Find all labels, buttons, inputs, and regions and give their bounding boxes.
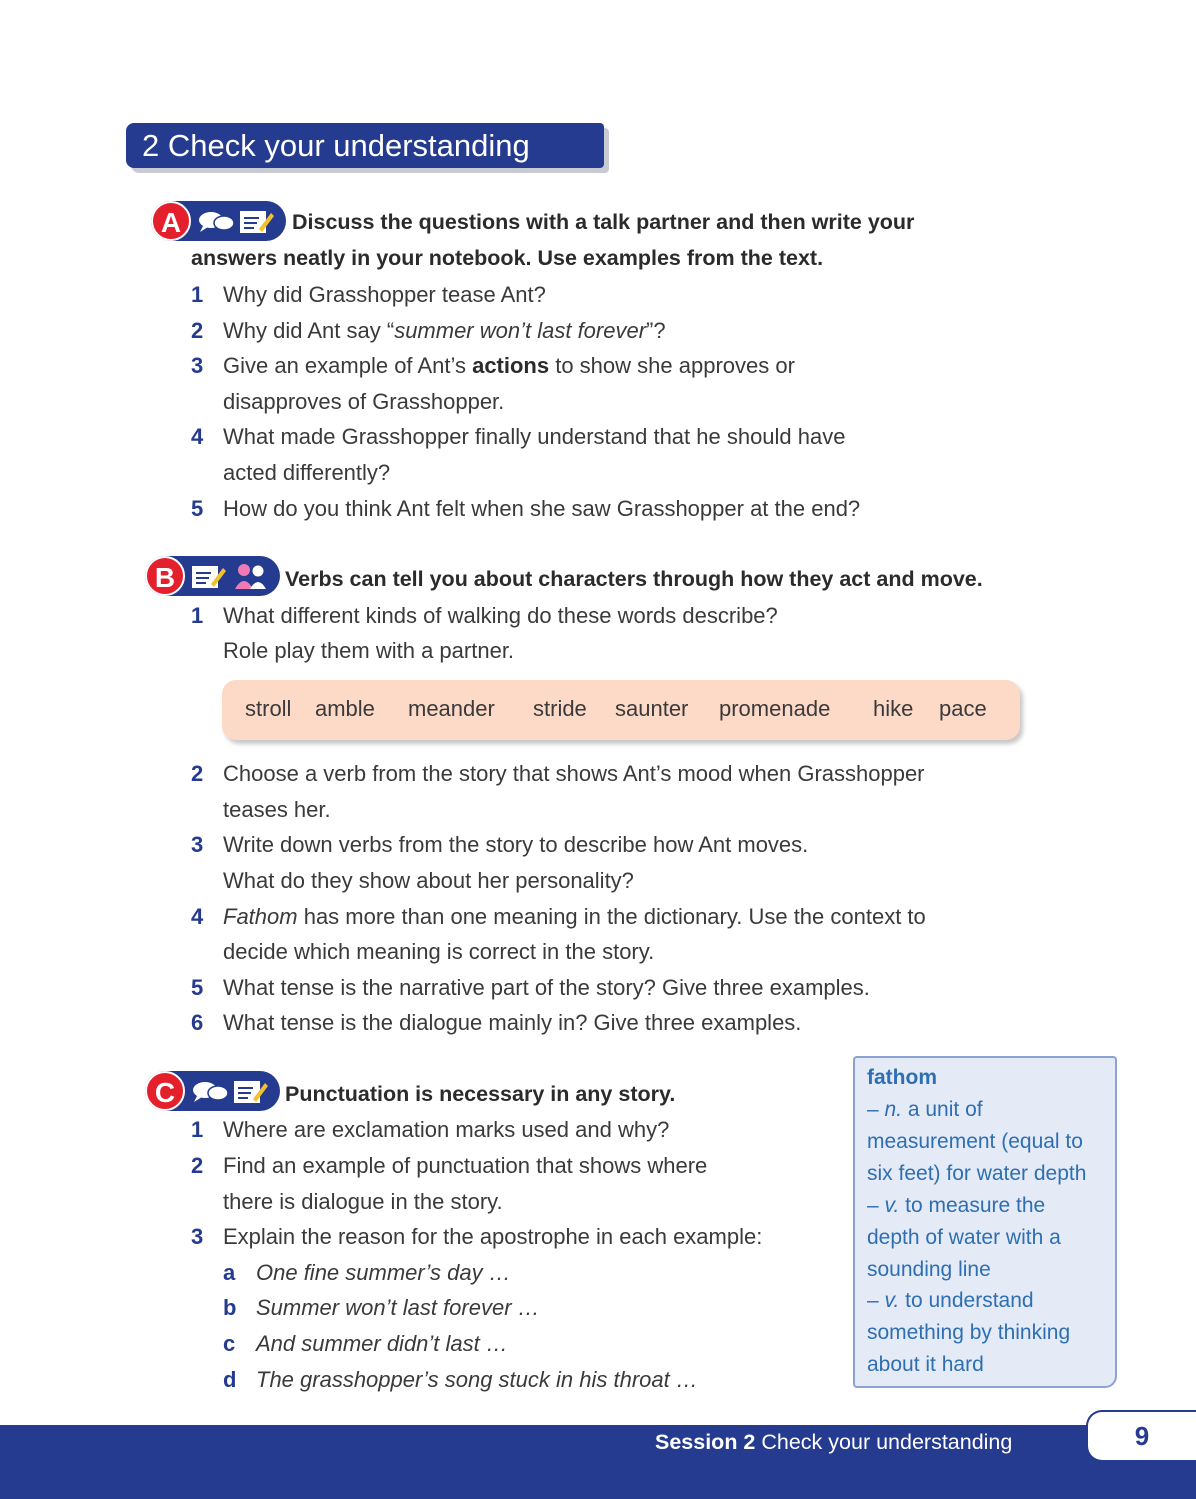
instruction-a-line1: Discuss the questions with a talk partner and then write your bbox=[292, 210, 915, 234]
quoted-phrase: summer won’t last forever bbox=[394, 318, 647, 343]
question-text: How do you think Ant felt when she saw Grasshopper at the end? bbox=[223, 496, 861, 521]
word-bank-item: stride bbox=[533, 696, 587, 721]
instruction-b: Verbs can tell you about characters through how they act and move. bbox=[285, 567, 983, 591]
footer-session-title: Check your understanding bbox=[755, 1430, 1013, 1454]
question-number: 4 bbox=[191, 904, 204, 929]
question-text-part: to show she approves or bbox=[549, 353, 795, 378]
activity-letter-a: A bbox=[151, 201, 191, 241]
activity-badge-b bbox=[145, 556, 280, 596]
footer-bar bbox=[0, 1425, 1196, 1499]
glossary-dash: – bbox=[867, 1289, 885, 1312]
write-icon bbox=[191, 562, 227, 590]
sub-example: And summer didn’t last … bbox=[256, 1331, 508, 1356]
glossary-word: Fathom bbox=[223, 904, 298, 929]
question-text-part: Why did Ant say “ bbox=[223, 318, 395, 343]
question-text: Why did Grasshopper tease Ant? bbox=[223, 282, 546, 307]
sub-example: Summer won’t last forever … bbox=[256, 1295, 540, 1320]
word-bank-item: meander bbox=[408, 696, 495, 721]
question-number: 6 bbox=[191, 1010, 204, 1035]
question-text-cont: Role play them with a partner. bbox=[223, 638, 515, 663]
question-text-cont: there is dialogue in the story. bbox=[223, 1189, 503, 1214]
glossary-line bbox=[867, 1098, 983, 1122]
question-text-cont: disapproves of Grasshopper. bbox=[223, 389, 505, 414]
word-bank-item: hike bbox=[873, 696, 914, 721]
word-bank bbox=[222, 680, 1020, 740]
part-of-speech: n. bbox=[884, 1098, 903, 1121]
activity-letter-b: B bbox=[145, 556, 185, 596]
question-number: 2 bbox=[191, 1153, 204, 1178]
question-number: 5 bbox=[191, 975, 204, 1000]
glossary-box bbox=[853, 1056, 1117, 1388]
activity-badge-c bbox=[145, 1071, 280, 1111]
question-text: What made Grasshopper finally understand that he should have bbox=[223, 424, 846, 449]
glossary-dash: – bbox=[867, 1194, 885, 1217]
sub-letter: c bbox=[223, 1331, 236, 1356]
glossary-dash: – bbox=[867, 1098, 885, 1121]
instruction-a-line2: answers neatly in your notebook. Use examples from the text. bbox=[191, 246, 824, 270]
question-text bbox=[223, 904, 926, 930]
talk-partner-icon bbox=[191, 1079, 231, 1103]
glossary-line bbox=[867, 1289, 1034, 1313]
talk-partner-icon bbox=[197, 209, 237, 233]
question-text-part: Give an example of Ant’s bbox=[223, 353, 473, 378]
question-text: Write down verbs from the story to describe how Ant moves. bbox=[223, 832, 809, 857]
question-text-cont: decide which meaning is correct in the story. bbox=[223, 939, 655, 964]
glossary-line: something by thinking bbox=[867, 1321, 1071, 1344]
question-number: 3 bbox=[191, 353, 204, 378]
question-text: Where are exclamation marks used and why? bbox=[223, 1117, 670, 1142]
sub-example: The grasshopper’s song stuck in his throat … bbox=[256, 1367, 698, 1392]
glossary-line bbox=[867, 1194, 1045, 1218]
part-of-speech: v. bbox=[884, 1289, 900, 1312]
section-title: 2 Check your understanding bbox=[126, 123, 604, 168]
page-number: 9 bbox=[1086, 1410, 1196, 1462]
question-text-part: has more than one meaning in the dictionary. Use the context to bbox=[297, 904, 926, 929]
instruction-c: Punctuation is necessary in any story. bbox=[285, 1082, 676, 1106]
question-text: Choose a verb from the story that shows Ant’s mood when Grasshopper bbox=[223, 761, 925, 786]
activity-badge-a bbox=[151, 201, 286, 241]
question-text-cont: acted differently? bbox=[223, 460, 391, 485]
word-bank-item: saunter bbox=[615, 696, 689, 721]
question-number: 3 bbox=[191, 1224, 204, 1249]
question-text: What different kinds of walking do these words describe? bbox=[223, 603, 778, 628]
glossary-text: a unit of bbox=[902, 1098, 983, 1121]
question-number: 2 bbox=[191, 318, 204, 343]
question-text: What tense is the dialogue mainly in? Give three examples. bbox=[223, 1010, 802, 1035]
footer-session-label: Session 2 bbox=[655, 1430, 756, 1454]
word-bank-item: pace bbox=[939, 696, 987, 721]
key-word: actions bbox=[472, 353, 550, 378]
glossary-line: measurement (equal to bbox=[867, 1130, 1083, 1153]
word-bank-item: promenade bbox=[719, 696, 831, 721]
question-text: Explain the reason for the apostrophe in each example: bbox=[223, 1224, 763, 1249]
glossary-line: six feet) for water depth bbox=[867, 1162, 1087, 1185]
question-text bbox=[223, 318, 666, 344]
activity-letter-c: C bbox=[145, 1071, 185, 1111]
footer-session bbox=[655, 1430, 1012, 1455]
glossary-line: depth of water with a bbox=[867, 1226, 1061, 1249]
question-number: 1 bbox=[191, 603, 204, 628]
question-text bbox=[223, 353, 795, 379]
question-text: What tense is the narrative part of the story? Give three examples. bbox=[223, 975, 870, 1000]
write-icon bbox=[233, 1077, 269, 1105]
sub-letter: b bbox=[223, 1295, 237, 1320]
question-number: 4 bbox=[191, 424, 204, 449]
question-text-cont: What do they show about her personality? bbox=[223, 868, 634, 893]
word-bank-item: stroll bbox=[245, 696, 292, 721]
glossary-line: about it hard bbox=[867, 1353, 984, 1376]
glossary-term: fathom bbox=[867, 1066, 937, 1089]
role-play-icon bbox=[233, 561, 269, 591]
question-number: 3 bbox=[191, 832, 204, 857]
question-number: 5 bbox=[191, 496, 204, 521]
word-bank-item: amble bbox=[315, 696, 375, 721]
question-number: 1 bbox=[191, 1117, 204, 1142]
sub-letter: a bbox=[223, 1260, 236, 1285]
question-number: 2 bbox=[191, 761, 204, 786]
glossary-text: to measure the bbox=[899, 1194, 1046, 1217]
sub-letter: d bbox=[223, 1367, 237, 1392]
glossary-line: sounding line bbox=[867, 1258, 991, 1281]
question-text-cont: teases her. bbox=[223, 797, 331, 822]
glossary-text: to understand bbox=[899, 1289, 1034, 1312]
question-number: 1 bbox=[191, 282, 204, 307]
write-icon bbox=[239, 207, 275, 235]
question-text-part: ”? bbox=[646, 318, 666, 343]
sub-example: One fine summer’s day … bbox=[256, 1260, 511, 1285]
question-text: Find an example of punctuation that shows where bbox=[223, 1153, 708, 1178]
part-of-speech: v. bbox=[884, 1194, 900, 1217]
